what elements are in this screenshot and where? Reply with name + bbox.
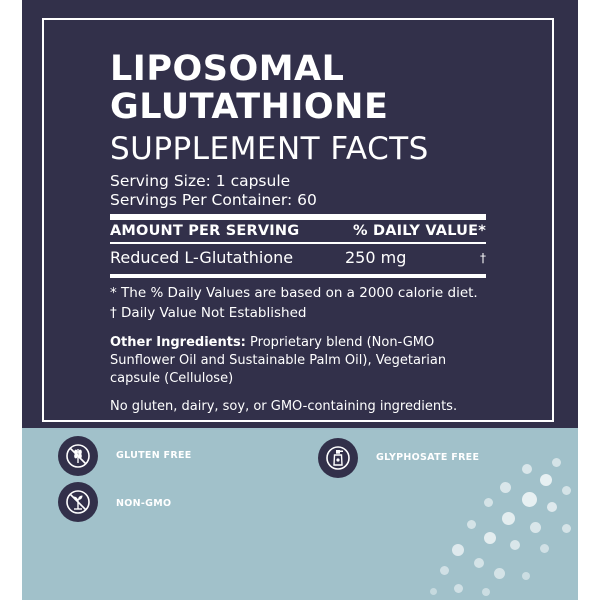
- glyphosate-free-label: GLYPHOSATE FREE: [376, 452, 480, 463]
- decorative-dot: [540, 474, 552, 486]
- decorative-dot: [440, 566, 449, 575]
- daily-value-header: % DAILY VALUE*: [352, 223, 486, 239]
- product-title-line1: LIPOSOMAL: [110, 49, 345, 89]
- wheat-crossed-icon: [64, 442, 92, 470]
- ingredient-amount: 250 mg: [345, 248, 407, 267]
- decorative-dot: [562, 524, 571, 533]
- decorative-dot: [522, 464, 532, 474]
- supplement-facts-content: [110, 50, 510, 416]
- decorative-dot: [510, 540, 520, 550]
- decorative-dot: [552, 458, 561, 467]
- decorative-dot: [522, 492, 537, 507]
- amount-per-serving-header: AMOUNT PER SERVING: [110, 223, 300, 239]
- product-title-line2: GLUTATHIONE: [110, 87, 389, 127]
- decorative-dot: [547, 502, 557, 512]
- label-panel: [22, 0, 578, 600]
- decorative-dot: [494, 568, 505, 579]
- table-bottom-rule: [110, 274, 486, 278]
- decorative-dot: [454, 584, 463, 593]
- dagger-footnote: † Daily Value Not Established: [110, 305, 307, 321]
- table-row: [110, 244, 486, 272]
- decorative-dot: [562, 486, 571, 495]
- servings-per-container: Servings Per Container: 60: [110, 191, 317, 209]
- decorative-dot: [430, 588, 437, 595]
- ingredient-name: Reduced L-Glutathione: [110, 248, 294, 267]
- badge-band: [22, 428, 578, 600]
- serving-size: Serving Size: 1 capsule: [110, 172, 291, 190]
- supplement-facts-heading: SUPPLEMENT FACTS: [110, 131, 429, 167]
- gluten-free-badge: [58, 436, 98, 476]
- decorative-dot: [540, 544, 549, 553]
- other-ingredients: [110, 334, 490, 388]
- non-gmo-label: NON-GMO: [116, 498, 172, 509]
- allergen-note: No gluten, dairy, soy, or GMO-containing ingredients.: [110, 399, 458, 414]
- decorative-dot: [482, 588, 490, 596]
- decorative-dot: [474, 558, 484, 568]
- plant-crossed-icon: [64, 488, 92, 516]
- other-ingredients-label: Other Ingredients:: [110, 335, 246, 350]
- daily-value-footnote: * The % Daily Values are based on a 2000 calorie diet.: [110, 285, 478, 301]
- glyphosate-free-badge: [318, 438, 358, 478]
- decorative-dot: [500, 482, 511, 493]
- other-ingredients-text: Proprietary blend (Non-GMO Sunflower Oil and Sustainable Palm Oil), Vegetarian capsule (Cellulose): [110, 335, 447, 386]
- decorative-dot: [522, 572, 530, 580]
- spray-bottle-icon: [324, 444, 352, 472]
- non-gmo-badge: [58, 482, 98, 522]
- ingredient-daily-value: †: [480, 251, 486, 265]
- table-header-row: [110, 220, 486, 242]
- gluten-free-label: GLUTEN FREE: [116, 450, 192, 461]
- decorative-dot: [467, 520, 476, 529]
- decorative-dot: [484, 498, 493, 507]
- decorative-dot: [502, 512, 515, 525]
- decorative-dot: [484, 532, 496, 544]
- decorative-dot: [452, 544, 464, 556]
- decorative-dot: [530, 522, 541, 533]
